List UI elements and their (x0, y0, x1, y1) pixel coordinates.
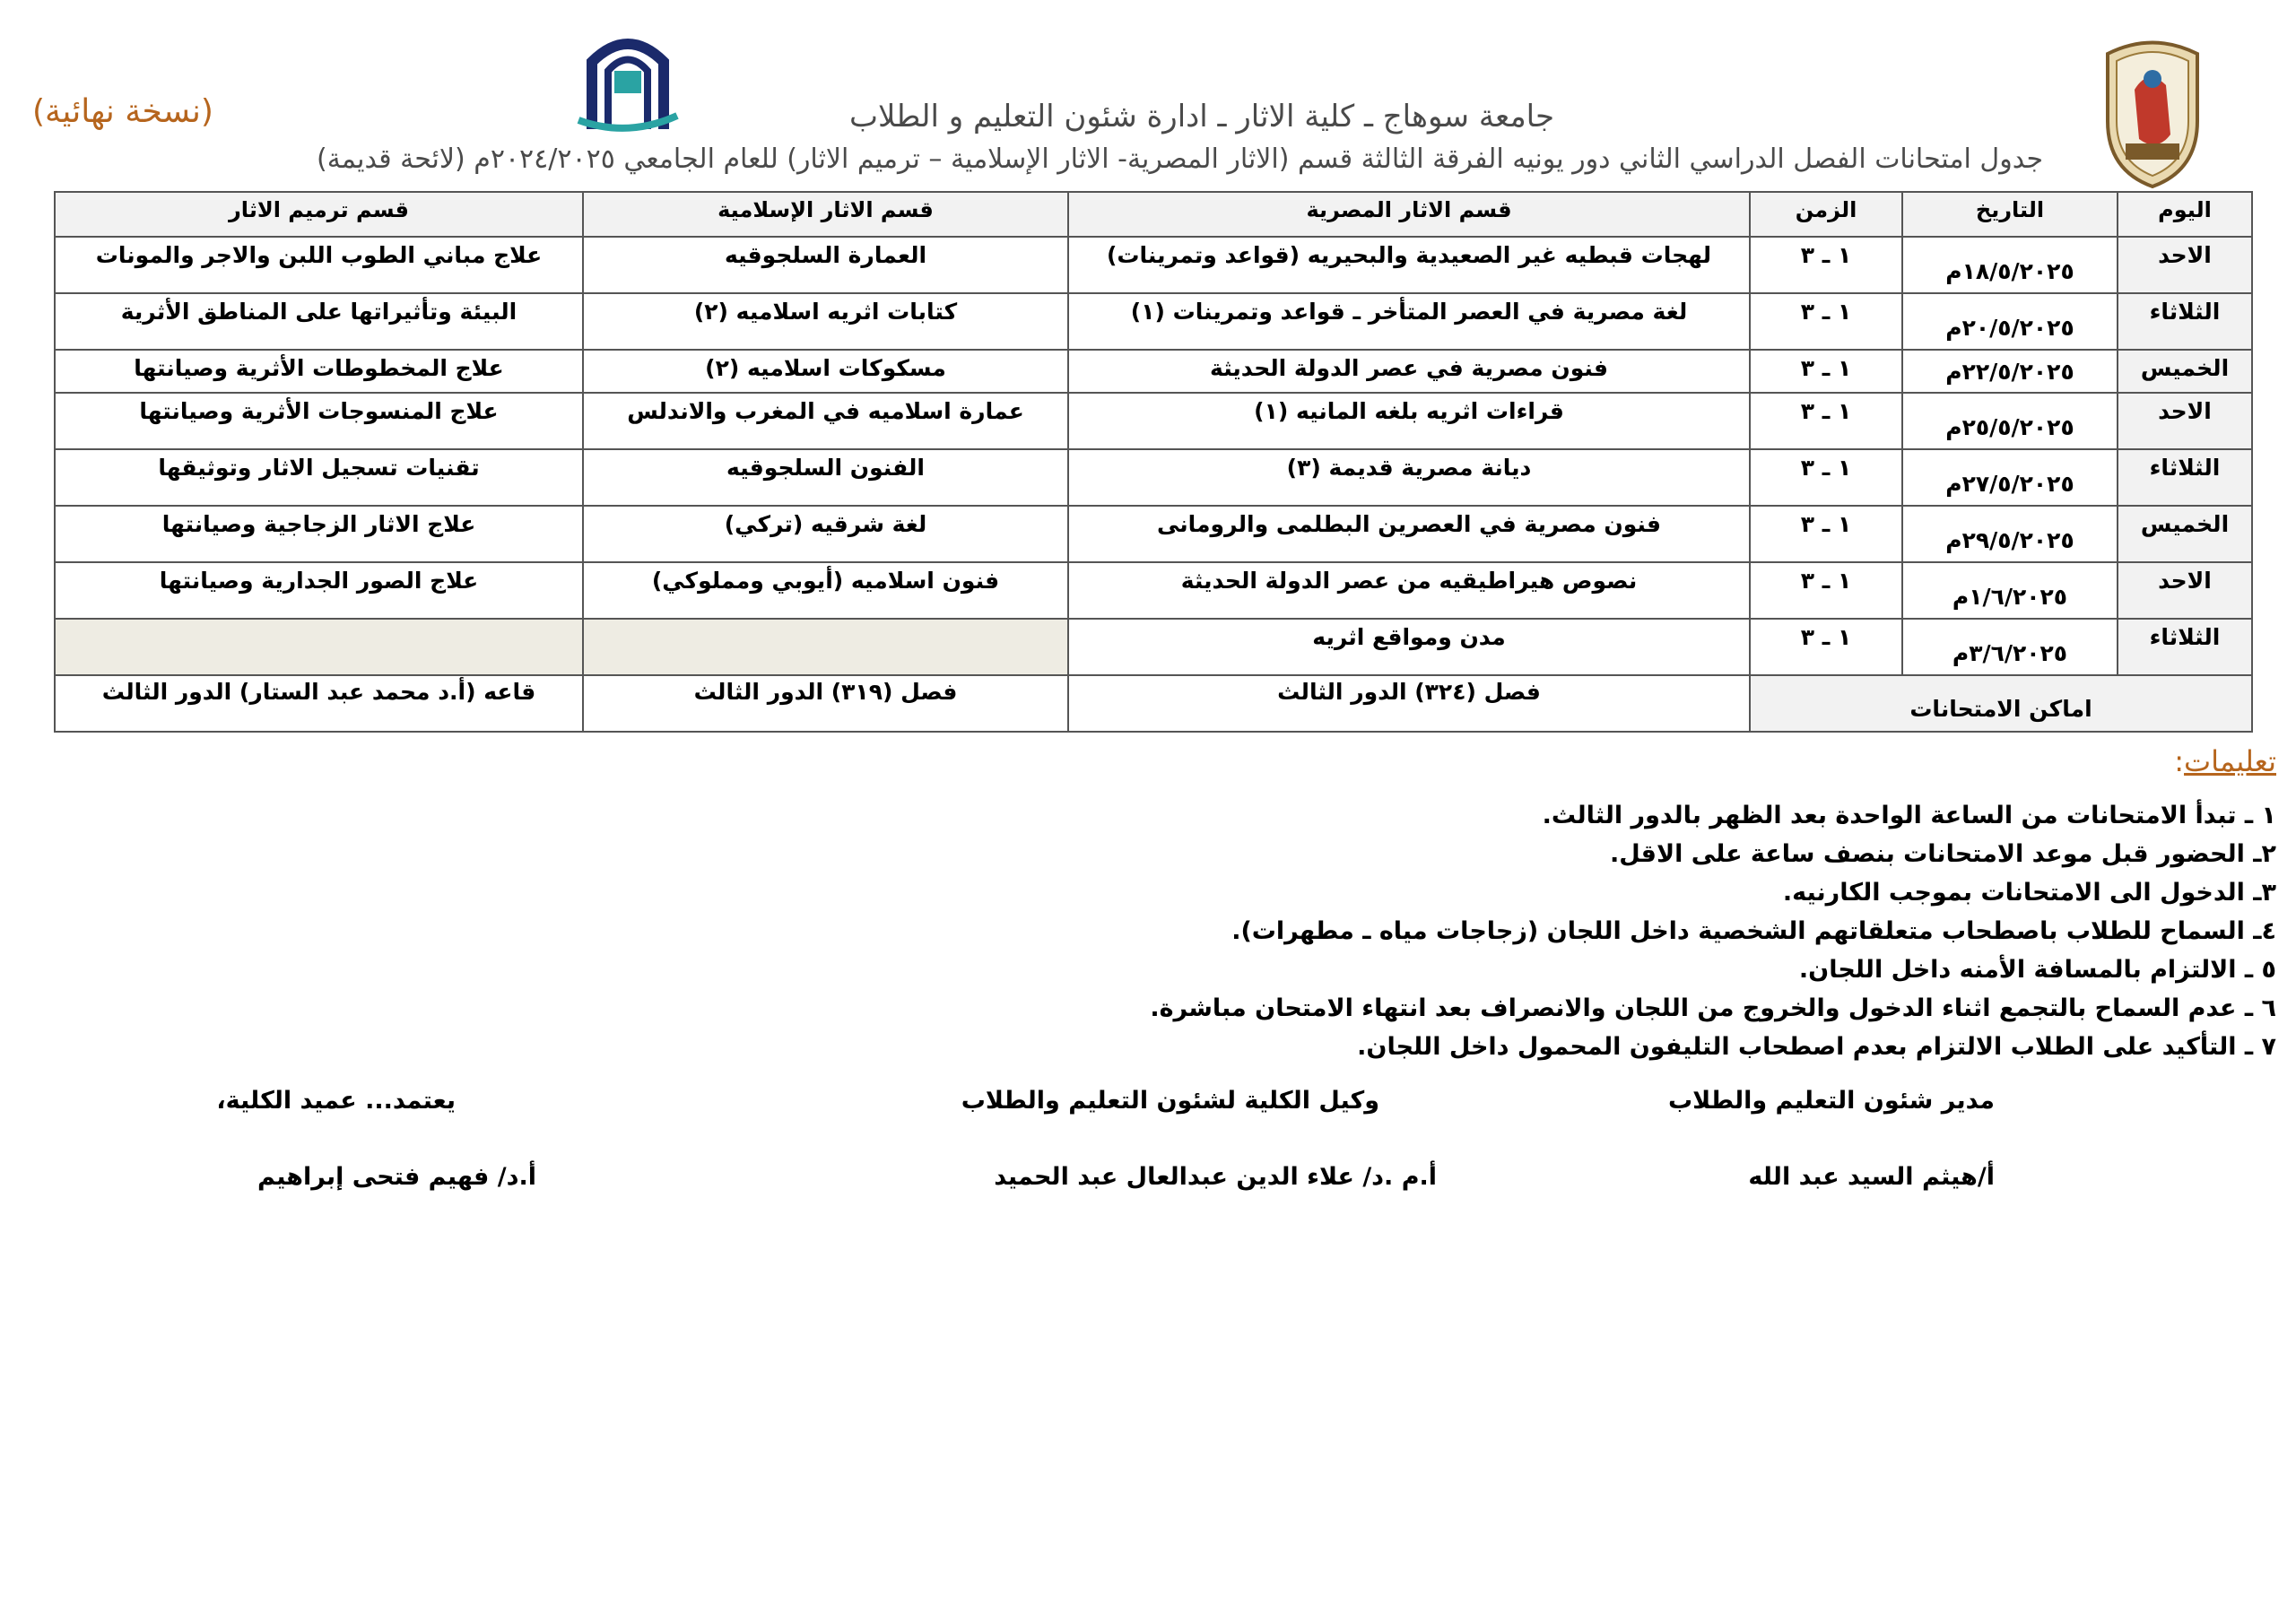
cell-egyptian: قراءات اثريه بلغه المانيه (١) (1068, 393, 1750, 449)
cell-restoration: البيئة وتأثيراتها على المناطق الأثرية (55, 293, 583, 350)
schedule-title: جدول امتحانات الفصل الدراسي الثاني دور يونيه الفرقة الثالثة قسم (الاثار المصرية- الاثار الإسلامية – ترميم الاثار) للعام الجامعي ٢٠٢٤/٢٠٢٥م (لائحة قديمة) (317, 143, 2043, 175)
cell-day: الاحد (2118, 237, 2252, 293)
cell-restoration: علاج مباني الطوب اللبن والاجر والمونات (55, 237, 583, 293)
cell-day: الثلاثاء (2118, 619, 2252, 675)
instruction-item: ١ ـ تبدأ الامتحانات من الساعة الواحدة بعد الظهر بالدور الثالث. (1542, 802, 2276, 829)
cell-egyptian: مدن ومواقع اثريه (1068, 619, 1750, 675)
signature-title-education-manager: مدير شئون التعليم والطلاب (1668, 1087, 1995, 1115)
cell-time: ١ ـ ٣ (1750, 293, 1902, 350)
cell-date: ٢٧/٥/٢٠٢٥م (1902, 449, 2118, 506)
table-row (55, 506, 2252, 562)
place-egyptian: فصل (٣٢٤) الدور الثالث (1068, 675, 1750, 732)
cell-time: ١ ـ ٣ (1750, 562, 1902, 619)
cell-egyptian: نصوص هيراطيقيه من عصر الدولة الحديثة (1068, 562, 1750, 619)
cell-restoration (55, 619, 583, 675)
exam-places-label: اماكن الامتحانات (1750, 675, 2252, 732)
table-row (55, 619, 2252, 675)
cell-time: ١ ـ ٣ (1750, 350, 1902, 393)
cell-day: الاحد (2118, 562, 2252, 619)
final-version-note: (نسخة نهائية) (32, 93, 213, 130)
instruction-item: ٤ـ السماح للطلاب باصطحاب متعلقاتهم الشخصية داخل اللجان (زجاجات مياه ـ مطهرات). (1231, 917, 2276, 945)
table-row (55, 237, 2252, 293)
instruction-item: ٥ ـ الالتزام بالمسافة الأمنه داخل اللجان. (1798, 956, 2276, 984)
cell-time: ١ ـ ٣ (1750, 393, 1902, 449)
table-row (55, 293, 2252, 350)
signature-name-education-manager: أ/هيثم السيد عبد الله (1748, 1163, 1995, 1191)
instruction-item: ٦ ـ عدم السماح بالتجمع اثناء الدخول والخروج من اللجان والانصراف بعد انتهاء الامتحان مباشرة. (1150, 994, 2276, 1022)
instruction-item: ٧ ـ التأكيد على الطلاب الالتزام بعدم اصطحاب التليفون المحمول داخل اللجان. (1357, 1033, 2276, 1061)
cell-islamic: العمارة السلجوقيه (583, 237, 1068, 293)
cell-egyptian: فنون مصرية في العصرين البطلمى والرومانى (1068, 506, 1750, 562)
cell-islamic: لغة شرقيه (تركي) (583, 506, 1068, 562)
col-header-day: اليوم (2118, 192, 2252, 237)
cell-date: ٢٠/٥/٢٠٢٥م (1902, 293, 2118, 350)
cell-time: ١ ـ ٣ (1750, 237, 1902, 293)
cell-date: ٢٩/٥/٢٠٢٥م (1902, 506, 2118, 562)
table-header-row (55, 192, 2252, 237)
col-header-egyptian: قسم الاثار المصرية (1068, 192, 1750, 237)
cell-egyptian: ديانة مصرية قديمة (٣) (1068, 449, 1750, 506)
exam-places-row (55, 675, 2252, 732)
table-row (55, 350, 2252, 393)
cell-islamic: كتابات اثريه اسلاميه (٢) (583, 293, 1068, 350)
cell-date: ٢٥/٥/٢٠٢٥م (1902, 393, 2118, 449)
cell-islamic: فنون اسلاميه (أيوبي ومملوكي) (583, 562, 1068, 619)
cell-time: ١ ـ ٣ (1750, 619, 1902, 675)
cell-day: الاحد (2118, 393, 2252, 449)
instructions-list (1150, 796, 2276, 1066)
cell-time: ١ ـ ٣ (1750, 449, 1902, 506)
place-restoration: قاعه (أ.د محمد عبد الستار) الدور الثالث (55, 675, 583, 732)
cell-day: الثلاثاء (2118, 449, 2252, 506)
cell-egyptian: لهجات قبطيه غير الصعيدية والبحيريه (قواعد وتمرينات) (1068, 237, 1750, 293)
cell-islamic: مسكوكات اسلاميه (٢) (583, 350, 1068, 393)
cell-islamic: الفنون السلجوقيه (583, 449, 1068, 506)
col-header-time: الزمن (1750, 192, 1902, 237)
instructions-title: تعليمات: (2174, 744, 2276, 778)
cell-date: ٢٢/٥/٢٠٢٥م (1902, 350, 2118, 393)
cell-date: ١/٦/٢٠٢٥م (1902, 562, 2118, 619)
cell-day: الخميس (2118, 350, 2252, 393)
cell-date: ٣/٦/٢٠٢٥م (1902, 619, 2118, 675)
col-header-islamic: قسم الاثار الإسلامية (583, 192, 1068, 237)
cell-egyptian: لغة مصرية في العصر المتأخر ـ قواعد وتمرينات (١) (1068, 293, 1750, 350)
cell-restoration: علاج الصور الجدارية وصيانتها (55, 562, 583, 619)
exam-schedule-table (54, 191, 2253, 733)
cell-day: الخميس (2118, 506, 2252, 562)
col-header-restoration: قسم ترميم الاثار (55, 192, 583, 237)
cell-islamic (583, 619, 1068, 675)
university-line: جامعة سوهاج ـ كلية الاثار ـ ادارة شئون التعليم و الطلاب (848, 99, 1555, 135)
cell-islamic: عمارة اسلاميه في المغرب والاندلس (583, 393, 1068, 449)
cell-restoration: علاج المنسوجات الأثرية وصيانتها (55, 393, 583, 449)
cell-restoration: علاج المخطوطات الأثرية وصيانتها (55, 350, 583, 393)
instruction-item: ٣ـ الدخول الى الامتحانات بموجب الكارنيه. (1782, 879, 2276, 907)
signature-name-vice-dean: أ.م .د/ علاء الدين عبدالعال عبد الحميد (994, 1163, 1437, 1191)
cell-egyptian: فنون مصرية في عصر الدولة الحديثة (1068, 350, 1750, 393)
signature-title-vice-dean: وكيل الكلية لشئون التعليم والطلاب (961, 1087, 1379, 1115)
table-row (55, 449, 2252, 506)
table-row (55, 562, 2252, 619)
place-islamic: فصل (٣١٩) الدور الثالث (583, 675, 1068, 732)
cell-time: ١ ـ ٣ (1750, 506, 1902, 562)
signature-title-dean: يعتمد... عميد الكلية، (216, 1087, 456, 1115)
signature-name-dean: أ.د/ فهيم فتحى إبراهيم (257, 1163, 536, 1191)
cell-day: الثلاثاء (2118, 293, 2252, 350)
cell-restoration: علاج الاثار الزجاجية وصيانتها (55, 506, 583, 562)
cell-restoration: تقنيات تسجيل الاثار وتوثيقها (55, 449, 583, 506)
instruction-item: ٢ـ الحضور قبل موعد الامتحانات بنصف ساعة على الاقل. (1609, 840, 2276, 868)
cell-date: ١٨/٥/٢٠٢٥م (1902, 237, 2118, 293)
col-header-date: التاريخ (1902, 192, 2118, 237)
table-row (55, 393, 2252, 449)
